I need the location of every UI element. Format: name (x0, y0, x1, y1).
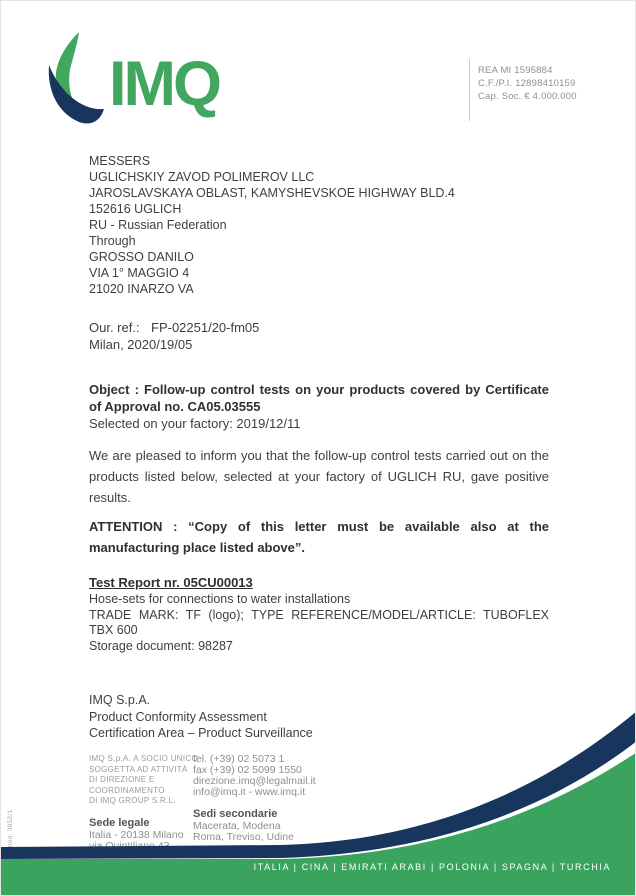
text-line: direzione.imq@legalmail.it (193, 775, 316, 787)
text-line: RU - Russian Federation (89, 218, 227, 232)
text-line: tel. (+39) 02 5073 1 (193, 753, 285, 765)
text-line: MESSERS (89, 154, 151, 168)
footer-sedi-secondarie-title: Sedi secondarie (193, 808, 278, 820)
text-line: DI DIREZIONE E COORDINAMENTO (89, 775, 165, 795)
text-line: Storage document: 98287 (89, 638, 233, 653)
imq-leaf-swoosh-icon (45, 31, 107, 129)
letter-body (89, 153, 549, 742)
object-selected-date: Selected on your factory: 2019/12/11 (89, 416, 301, 431)
text-line: VIA 1° MAGGIO 4 (89, 266, 190, 280)
recipient-address (89, 153, 549, 297)
text-line: C.F./P.I. 12898410159 (478, 78, 576, 89)
footer-green-band (1, 752, 636, 895)
footer-sede-legale-title: Sede legale (89, 816, 150, 829)
test-report-details (89, 592, 549, 654)
attention-paragraph: ATTENTION : “Copy of this letter must be available also at the manufacturing place listed above”. (89, 519, 549, 555)
text-line: 21020 INARZO VA (89, 282, 194, 296)
test-report-section (89, 574, 549, 654)
text-line: TRADE MARK: TF (logo); TYPE REFERENCE/MODEL/ARTICLE: TUBOFLEX TBX 600 (89, 607, 549, 637)
text-line: JAROSLAVSKAYA OBLAST, KAMYSHEVSKOE HIGHWAY BLD.4 (89, 186, 455, 200)
text-line: Roma, Treviso, Udine (193, 831, 294, 843)
reference-label: Our. ref.: (89, 320, 140, 335)
text-line: Cap. Soc. € 4.000.000 (478, 91, 577, 102)
reference-row (89, 319, 549, 336)
body-paragraph: We are pleased to inform you that the follow-up control tests carried out on the products listed below, selected at your factory of UGLICH RU, gave positive results. (89, 448, 549, 505)
text-line: UGLICHSKIY ZAVOD POLIMEROV LLC (89, 170, 315, 184)
text-line: Italia - 20138 Milano (89, 828, 184, 841)
imq-wordmark: IMQ (109, 49, 219, 119)
text-line: SOGGETTA AD ATTIVITÀ (89, 764, 188, 774)
text-line: 152616 UGLICH (89, 202, 182, 216)
text-line: Certification Area – Product Surveillance (89, 726, 313, 740)
object-section (89, 381, 549, 432)
text-line: Product Conformity Assessment (89, 709, 267, 724)
text-line: info@imq.it - www.imq.it (193, 786, 306, 798)
text-line: Hose-sets for connections to water installations (89, 592, 351, 606)
text-line: REA MI 1595884 (478, 65, 553, 76)
place-date: Milan, 2020/19/05 (89, 337, 193, 352)
object-heading: Object : Follow-up control tests on your products covered by Certificate of Approval no. CA05.03555 (89, 382, 549, 414)
text-line: GROSSO DANILO (89, 250, 194, 264)
text-line: IMQ S.p.A. (89, 693, 151, 707)
text-line: IMQ S.p.A. A SOCIO UNICO (89, 754, 199, 763)
form-module-number: mod. 3852/1 (7, 809, 14, 849)
text-line: Macerata, Modena (193, 820, 281, 832)
text-line: Through (89, 234, 136, 248)
company-registry-block (469, 59, 628, 121)
test-report-heading: Test Report nr. 05CU00013 (89, 575, 253, 590)
text-line: via Quintiliano 43 (89, 839, 170, 852)
imq-logo (45, 31, 219, 129)
text-line: DI IMQ GROUP S.R.L. (89, 796, 176, 805)
text-line: fax (+39) 02 5099 1550 (193, 764, 302, 776)
reference-value: FP-02251/20-fm05 (151, 320, 260, 335)
countries-strip: ITALIA | CINA | EMIRATI ARABI | POLONIA | SPAGNA | TURCHIA (253, 862, 611, 872)
